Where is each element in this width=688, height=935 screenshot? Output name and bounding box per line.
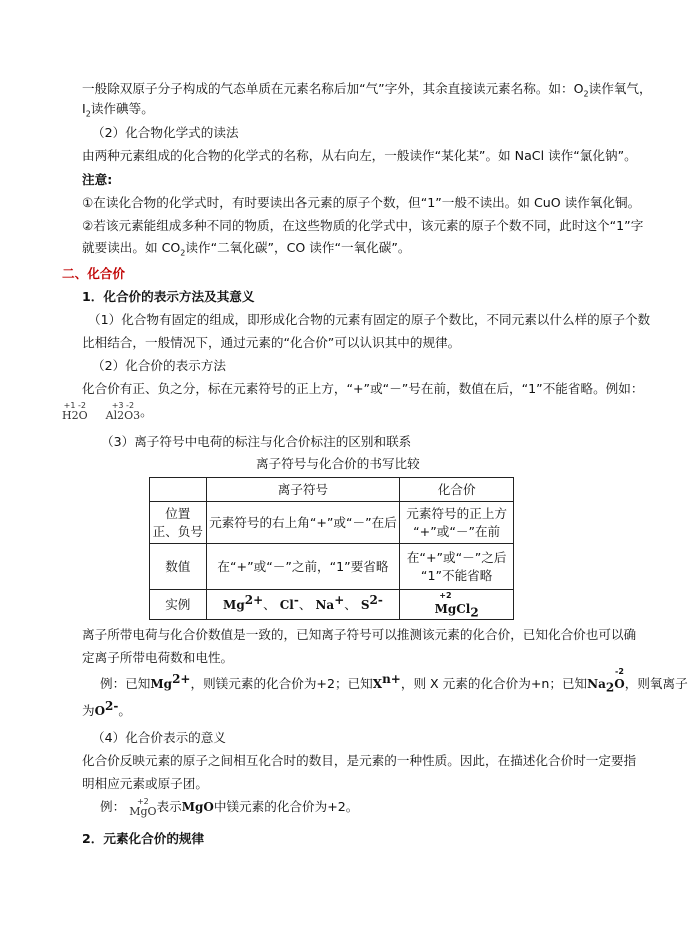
table-row: 位置 正、负号 元素符号的右上角“+”或“－”在后 元素符号的正上方 “+”或“－”在前 xyxy=(150,502,514,544)
table-row: 离子符号 化合价 xyxy=(150,478,514,502)
valence-example: +2 MgO xyxy=(129,797,157,818)
paragraph-line: 离子所带电荷与化合价数值是一致的，已知离子符号可以推测该元素的化合价，已知化合价也可以确 xyxy=(82,627,637,642)
table-title: 离子符号与化合价的书写比较 xyxy=(256,456,420,471)
paragraph-line: 定离子所带电荷数和电性。 xyxy=(82,650,234,665)
paragraph-line: 化合价有正、负之分，标在元素符号的正上方，“+”或“－”号在前，数值在后，“1”不能省略。例如： xyxy=(82,381,644,396)
example-line: 例：已知$Mg^{2+}$，则镁元素的化合价为+2；已知$X^{n+}$，则 X 元素的化合价为+n；已知$Na_2$ -2 O，则氧离子 xyxy=(100,667,688,695)
section-heading: 二、化合价 xyxy=(62,266,125,281)
subsection-heading: 2．元素化合价的规律 xyxy=(82,831,205,846)
ion-examples: $Mg^{2+}$、 Cl-、 Na+、 $S^{2-}$ xyxy=(206,590,400,620)
valence-example: +3 -2 Al2O3 xyxy=(105,401,141,422)
subsection-heading: （2）化合物化学式的读法 xyxy=(92,125,239,140)
paragraph-line: （1）化合物有固定的组成，即形成化合物的元素有固定的原子个数比，不同元素以什么样的原子个数 xyxy=(88,312,651,327)
subsection-heading: （2）化合价的表示方法 xyxy=(92,358,226,373)
paragraph-line: $I_2$读作碘等。 xyxy=(82,101,154,119)
table-row: 实例 $Mg^{2+}$、 Cl-、 Na+、 $S^{2-}$ +2 MgCl$_2$ xyxy=(150,590,514,620)
valence-example: +1 -2 H2O xyxy=(62,401,88,422)
note-item: 就要读出。如 $CO_2$读作“二氧化碳”，CO 读作“一氧化碳”。 xyxy=(82,240,411,258)
note-heading: 注意: xyxy=(82,172,113,187)
subsection-heading: （3）离子符号中电荷的标注与化合价标注的区别和联系 xyxy=(101,434,412,449)
paragraph-line: 由两种元素组成的化合物的化学式的名称，从右向左，一般读作“某化某”。如 NaCl 读作“氯化钠”。 xyxy=(82,148,637,163)
example-line: 例： +2 MgO 表示MgO中镁元素的化合价为+2。 xyxy=(100,797,359,818)
table-row: 数值 在“+”或“－”之前，“1”要省略 在“+”或“－”之后 “1”不能省略 xyxy=(150,544,514,590)
paragraph-line: 化合价反映元素的原子之间相互化合时的数目，是元素的一种性质。因此，在描述化合价时一定要指 xyxy=(82,753,637,768)
subsection-heading: 1．化合价的表示方法及其意义 xyxy=(82,289,255,304)
paragraph-line: 明相应元素或原子团。 xyxy=(82,776,208,791)
note-item: ②若该元素能组成多种不同的物质，在这些物质的化学式中，该元素的原子个数不同，此时这个“1”字 xyxy=(82,218,644,233)
paragraph-line: 比相结合，一般情况下，通过元素的“化合价”可以认识其中的规律。 xyxy=(82,335,461,350)
note-item: ①在读化合物的化学式时，有时要读出各元素的原子个数，但“1”一般不读出。如 CuO 读作氧化铜。 xyxy=(82,195,641,210)
subsection-heading: （4）化合价表示的意义 xyxy=(92,730,226,745)
valence-examples: +1 -2 H2O +3 -2 Al2O3 。 xyxy=(62,401,153,422)
paragraph-line: 一般除双原子分子构成的气态单质在元素名称后加“气”字外，其余直接读元素名称。如：$O_2$读作氧气， xyxy=(82,81,652,99)
example-line: 为$O^{2-}$。 xyxy=(82,698,131,718)
valence-example: +2 MgCl$_2$ xyxy=(400,590,514,620)
comparison-table xyxy=(149,477,514,620)
